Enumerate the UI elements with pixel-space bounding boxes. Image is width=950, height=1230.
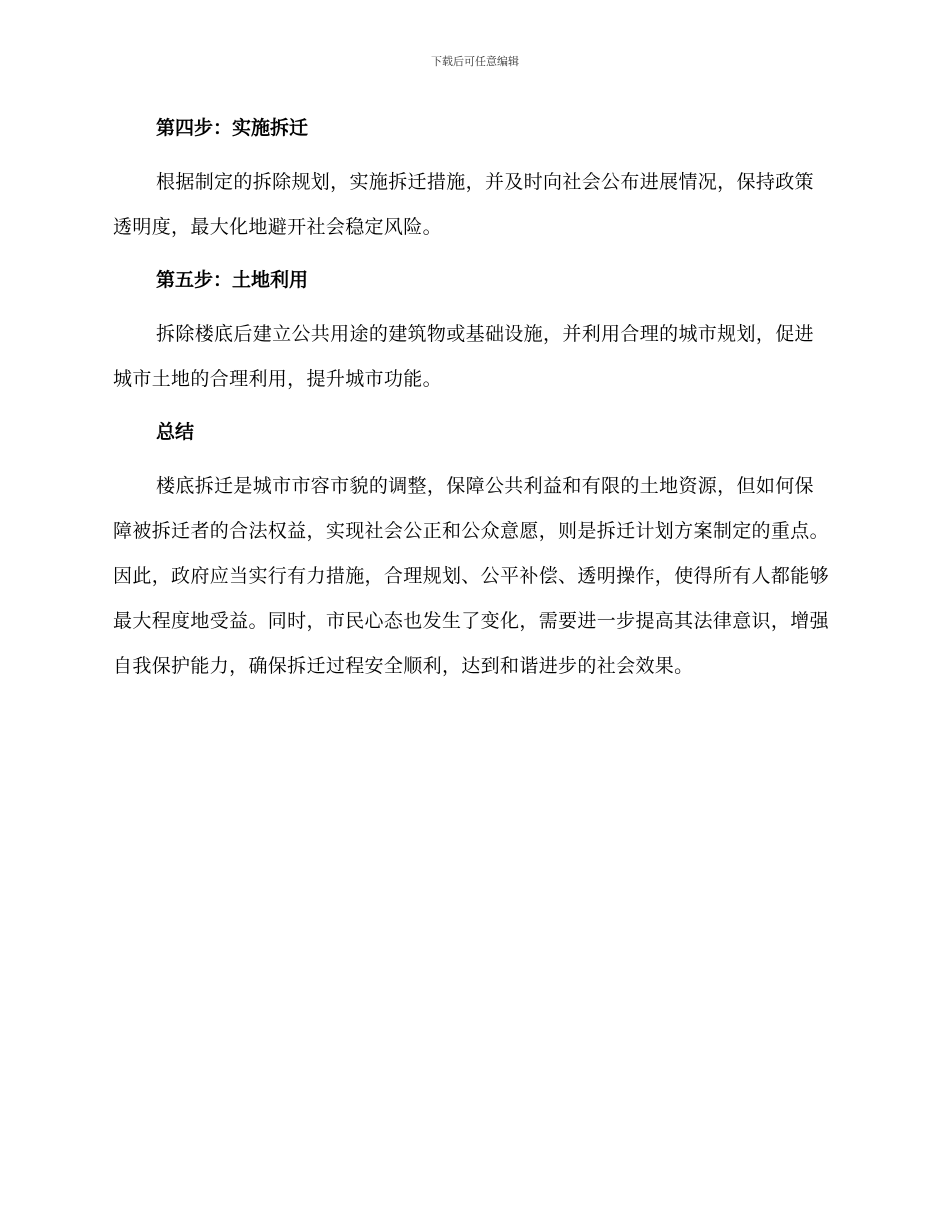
section-heading-summary: 总结: [156, 421, 195, 443]
document-body: [113, 112, 831, 689]
page-header: 下载后可任意编辑: [431, 55, 519, 68]
paragraph-step-five: 拆除楼底后建立公共用途的建筑物或基础设施，并利用合理的城市规划，促进城市土地的合理利用，提升城市功能。: [113, 323, 814, 390]
section-heading-step-four: 第四步：实施拆迁: [156, 117, 309, 139]
paragraph-summary: 楼底拆迁是城市市容市貌的调整，保障公共利益和有限的土地资源，但如何保障被拆迁者的合法权益，实现社会公正和公众意愿，则是拆迁计划方案制定的重点。因此，政府应当实行有力措施，合理规划、公平补偿、透明操作，使得所有人都能够最大程度地受益。同时，市民心态也发生了变化，需要进一步提高其法律意识，增强自我保护能力，确保拆迁过程安全顺利，达到和谐进步的社会效果。: [113, 475, 829, 677]
paragraph-step-four: 根据制定的拆除规划，实施拆迁措施，并及时向社会公布进展情况，保持政策透明度，最大化地避开社会稳定风险。: [113, 171, 814, 238]
section-heading-step-five: 第五步：土地利用: [156, 269, 309, 291]
